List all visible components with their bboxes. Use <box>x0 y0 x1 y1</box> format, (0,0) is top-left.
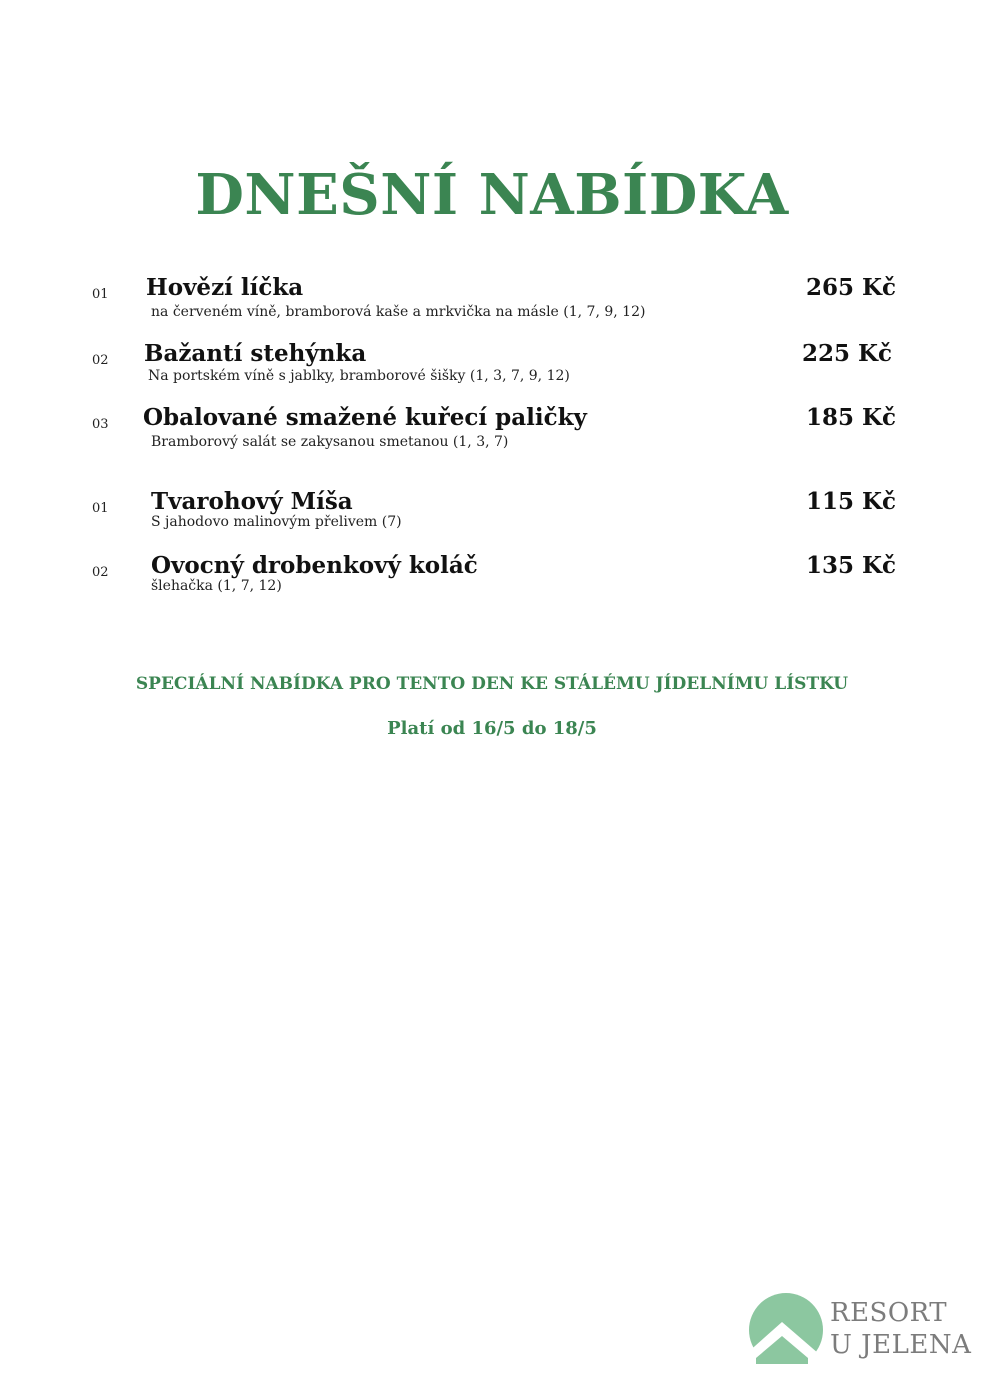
menu-item-number: 01 <box>92 501 109 516</box>
menu-item-name: Tvarohový Míša <box>151 488 353 515</box>
menu-item-description: šlehačka (1, 7, 12) <box>151 578 282 594</box>
menu-item-description: na červeném víně, bramborová kaše a mrkvička na másle (1, 7, 9, 12) <box>151 304 646 320</box>
resort-logo <box>746 1292 972 1372</box>
menu-item-number: 02 <box>92 565 109 580</box>
menu-item <box>0 552 984 602</box>
menu-item-description: Na portském víně s jablky, bramborové šišky (1, 3, 7, 9, 12) <box>148 368 570 384</box>
menu-item-number: 03 <box>92 417 109 432</box>
menu-item-description: Bramborový salát se zakysanou smetanou (1, 3, 7) <box>151 434 509 450</box>
menu-item <box>0 404 984 454</box>
menu-item-price: 225 Kč <box>801 340 892 367</box>
logo-text-line2: U JELENA <box>830 1330 972 1360</box>
menu-item-number: 02 <box>92 353 109 368</box>
page-title: DNEŠNÍ NABÍDKA <box>195 162 789 228</box>
menu-item <box>0 340 984 390</box>
validity-dates: Platí od 16/5 do 18/5 <box>387 718 597 739</box>
menu-item-price: 265 Kč <box>805 274 896 301</box>
menu-item-number: 01 <box>92 287 109 302</box>
menu-item-name: Hovězí líčka <box>146 274 304 301</box>
menu-item-name: Obalované smažené kuřecí paličky <box>143 404 587 431</box>
menu-item-name: Ovocný drobenkový koláč <box>151 552 478 579</box>
menu-item-price: 115 Kč <box>805 488 896 515</box>
menu-item-description: S jahodovo malinovým přelivem (7) <box>151 514 402 530</box>
menu-item-price: 185 Kč <box>805 404 896 431</box>
menu-item <box>0 274 984 324</box>
menu-item-price: 135 Kč <box>805 552 896 579</box>
menu-item <box>0 488 984 538</box>
special-offer-note: SPECIÁLNÍ NABÍDKA PRO TENTO DEN KE STÁLÉMU JÍDELNÍMU LÍSTKU <box>135 674 849 694</box>
logo-text-line1: RESORT <box>830 1298 948 1328</box>
menu-item-name: Bažantí stehýnka <box>144 340 367 367</box>
mountain-logo-icon <box>746 1292 826 1368</box>
